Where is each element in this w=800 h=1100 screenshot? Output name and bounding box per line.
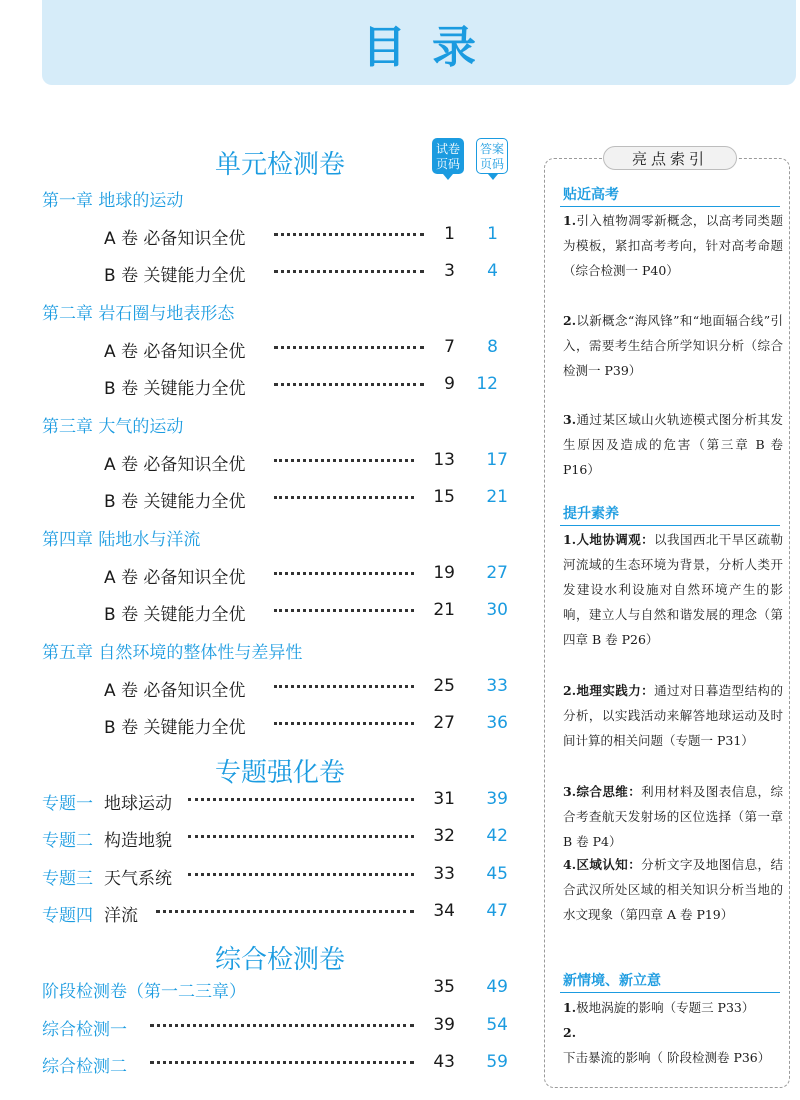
page-number: 34 [433, 901, 455, 921]
leader-dots [274, 722, 414, 725]
item-text: 以新概念“海风锋”和“地面辐合线”引入，需要考生结合所学知识分析（综合检测一 P39） [563, 313, 783, 378]
tag-text: 页码 [479, 156, 504, 171]
row-label: B 卷 关键能力全优 [104, 492, 246, 512]
page-number: 3 [444, 261, 455, 281]
divider [560, 525, 780, 526]
divider [560, 992, 780, 993]
page-number: 27 [433, 713, 455, 733]
topic-name: 天气系统 [104, 869, 172, 889]
section-title-topic: 专题强化卷 [214, 758, 345, 788]
highlight-item [563, 308, 783, 403]
item-text: 通过某区域山火轨迹模式图分析其发生原因及造成的危害（第三章 B 卷 P16） [563, 412, 783, 477]
answer-page-number: 54 [486, 1015, 508, 1035]
topic-prefix: 专题三 [42, 869, 93, 889]
highlight-item [563, 1020, 783, 1070]
answer-page-number: 39 [486, 789, 508, 809]
page-number: 1 [444, 224, 455, 244]
leader-dots [188, 798, 414, 801]
row-label: B 卷 关键能力全优 [104, 266, 246, 286]
leader-dots [274, 346, 424, 349]
highlight-item [563, 208, 783, 303]
page-number: 43 [433, 1052, 455, 1072]
section-title-comprehensive: 综合检测卷 [214, 945, 345, 975]
item-text: 分析文字及地图信息，结合武汉所处区域的相关知识分析当地的水文现象（第四章 A 卷 P19） [563, 857, 783, 922]
page-number: 31 [433, 789, 455, 809]
row-label: B 卷 关键能力全优 [104, 605, 246, 625]
page-number: 7 [444, 337, 455, 357]
toc-row[interactable] [0, 977, 540, 1001]
highlights-group-heading: 贴近高考 [563, 187, 619, 203]
topic-prefix: 专题一 [42, 794, 93, 814]
item-text: 以我国西北干旱区疏勒河流域的生态环境为背景，分析人类开发建设水利设施对自然环境产生的影响，建立人与自然和谐发展的理念（第四章 B 卷 P26） [563, 532, 783, 647]
topic-name: 洋流 [104, 906, 138, 926]
page-number: 35 [433, 977, 455, 997]
toc-row[interactable] [0, 789, 540, 813]
toc-row[interactable] [0, 901, 540, 925]
paper-page-tag [432, 138, 464, 174]
page-number: 32 [433, 826, 455, 846]
highlight-item [563, 407, 783, 479]
highlight-item [563, 527, 783, 675]
leader-dots [274, 609, 414, 612]
answer-page-number: 12 [476, 374, 498, 394]
chapter-title: 第四章 陆地水与洋流 [42, 530, 201, 550]
item-text: 引入植物凋零新概念，以高考同类题为模板，紧扣高考考向，针对高考命题（综合检测一 P40） [563, 213, 783, 278]
toc-row[interactable] [0, 826, 540, 850]
topic-prefix: 专题二 [42, 831, 93, 851]
answer-page-number: 49 [486, 977, 508, 997]
toc-row[interactable] [0, 864, 540, 888]
toc-row[interactable] [0, 224, 540, 248]
row-label: B 卷 关键能力全优 [104, 718, 246, 738]
answer-page-number: 47 [486, 901, 508, 921]
leader-dots [274, 685, 414, 688]
answer-page-number: 59 [486, 1052, 508, 1072]
page-number: 33 [433, 864, 455, 884]
chapter-title: 第三章 大气的运动 [42, 417, 184, 437]
toc-row[interactable] [0, 261, 540, 285]
highlight-item [563, 678, 783, 776]
answer-page-number: 30 [486, 600, 508, 620]
item-number: 1. [563, 213, 577, 228]
page-number: 25 [433, 676, 455, 696]
highlights-title: 亮点索引 [603, 146, 737, 170]
leader-dots [274, 496, 414, 499]
leader-dots [156, 910, 414, 913]
item-number: 2. [563, 313, 577, 328]
item-number: 2. [563, 683, 577, 698]
page-number: 21 [433, 600, 455, 620]
row-label: 综合检测二 [42, 1057, 127, 1077]
toc-row[interactable] [0, 374, 540, 398]
row-label: B 卷 关键能力全优 [104, 379, 246, 399]
highlight-item [563, 852, 783, 950]
item-number: 3. [563, 784, 577, 799]
item-number: 1. [563, 532, 577, 547]
item-number: 2. [563, 1025, 577, 1040]
toc-row[interactable] [0, 1015, 540, 1039]
divider [560, 206, 780, 207]
item-keyword: 区域认知： [576, 857, 642, 872]
leader-dots [274, 459, 414, 462]
toc-row[interactable] [0, 337, 540, 361]
answer-page-number: 42 [486, 826, 508, 846]
chapter-title: 第二章 岩石圈与地表形态 [42, 304, 235, 324]
toc-row[interactable] [0, 563, 540, 587]
item-number: 4. [563, 857, 577, 872]
toc-row[interactable] [0, 1052, 540, 1076]
leader-dots [274, 233, 424, 236]
item-text: 下击暴流的影响（ 阶段检测卷 P36） [563, 1050, 771, 1065]
item-text: 通过对日暮造型结构的分析，以实践活动来解答地球运动及时间计算的相关问题（专题一 P31） [563, 683, 783, 748]
answer-page-number: 4 [487, 261, 498, 281]
leader-dots [150, 1024, 414, 1027]
item-text: 极地涡旋的影响（专题三 P33） [576, 1000, 755, 1015]
answer-page-number: 8 [487, 337, 498, 357]
leader-dots [274, 383, 424, 386]
answer-page-number: 21 [486, 487, 508, 507]
toc-row[interactable] [0, 676, 540, 700]
answer-page-number: 1 [487, 224, 498, 244]
page-number: 9 [444, 374, 455, 394]
answer-page-number: 27 [486, 563, 508, 583]
toc-row[interactable] [0, 600, 540, 624]
tag-text: 答案 [479, 141, 504, 156]
leader-dots [274, 270, 424, 273]
leader-dots [188, 835, 414, 838]
highlight-item [563, 779, 783, 851]
page-number: 19 [433, 563, 455, 583]
answer-page-number: 45 [486, 864, 508, 884]
chapter-title: 第一章 地球的运动 [42, 191, 184, 211]
answer-page-number: 36 [486, 713, 508, 733]
topic-name: 地球运动 [104, 794, 172, 814]
topic-prefix: 专题四 [42, 906, 93, 926]
item-text: 利用材料及图表信息，综合考查航天发射场的区位选择（第一章 B 卷 P4） [563, 784, 783, 849]
toc-row[interactable] [0, 713, 540, 737]
page-title: 目录 [362, 21, 502, 73]
page-number: 13 [433, 450, 455, 470]
item-keyword: 综合思维： [576, 784, 642, 799]
answer-page-tag [476, 138, 508, 174]
item-number: 3. [563, 412, 577, 427]
item-keyword: 地理实践力： [576, 683, 655, 698]
tag-text: 页码 [435, 156, 460, 171]
highlight-item [563, 995, 783, 1020]
leader-dots [274, 572, 414, 575]
row-label: A 卷 必备知识全优 [104, 229, 246, 249]
tag-text: 试卷 [435, 141, 460, 156]
toc-row[interactable] [0, 487, 540, 511]
row-label: A 卷 必备知识全优 [104, 568, 246, 588]
page-number: 15 [433, 487, 455, 507]
answer-page-number: 17 [486, 450, 508, 470]
leader-dots [188, 873, 414, 876]
row-label: A 卷 必备知识全优 [104, 455, 246, 475]
chapter-title: 第五章 自然环境的整体性与差异性 [42, 643, 303, 663]
highlights-group-heading: 提升素养 [563, 506, 619, 522]
row-label: A 卷 必备知识全优 [104, 342, 246, 362]
section-title-unit: 单元检测卷 [214, 150, 345, 180]
toc-row[interactable] [0, 450, 540, 474]
topic-name: 构造地貌 [104, 831, 172, 851]
item-number: 1. [563, 1000, 577, 1015]
leader-dots [150, 1061, 414, 1064]
page-number: 39 [433, 1015, 455, 1035]
answer-page-number: 33 [486, 676, 508, 696]
item-keyword: 人地协调观： [576, 532, 655, 547]
row-label: 综合检测一 [42, 1020, 127, 1040]
highlights-group-heading: 新情境、新立意 [563, 973, 661, 989]
row-label: 阶段检测卷（第一二三章） [42, 982, 246, 1002]
row-label: A 卷 必备知识全优 [104, 681, 246, 701]
